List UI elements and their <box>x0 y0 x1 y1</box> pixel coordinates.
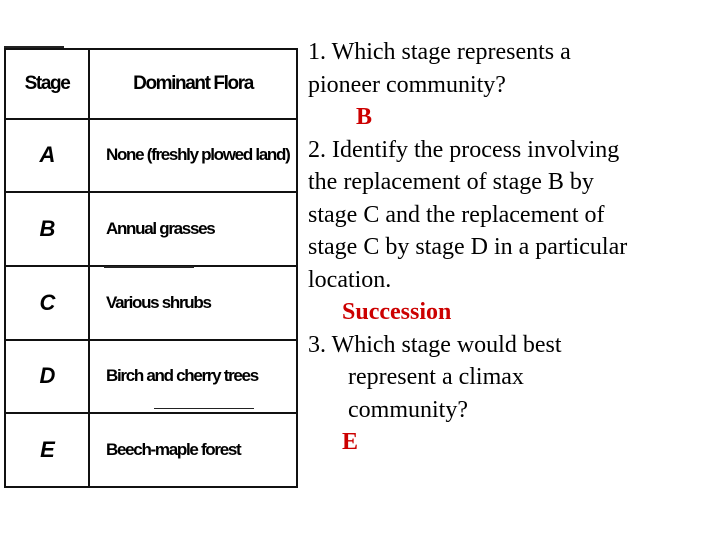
question-2-line: the replacement of stage B by <box>308 169 594 195</box>
question-1-line: 1. Which stage represents a <box>308 39 571 65</box>
flora-cell: Beech-maple forest <box>89 413 297 487</box>
flora-cell: Annual grasses <box>89 192 297 266</box>
answer-2: Succession <box>342 299 452 325</box>
table-row <box>5 413 297 487</box>
question-1-line: pioneer community? <box>308 71 506 98</box>
question-3-line: 3. Which stage would best <box>308 331 562 358</box>
question-2-line: stage C by stage D in a particular <box>308 234 628 260</box>
table-row <box>5 192 297 266</box>
scan-artifact <box>4 46 64 48</box>
table-row <box>5 340 297 414</box>
header-stage: Stage <box>5 49 89 119</box>
answer-3: E <box>342 429 359 455</box>
stage-cell: D <box>5 340 89 414</box>
table-row <box>5 266 297 340</box>
question-3-line: community? <box>348 396 468 423</box>
scan-artifact <box>104 266 194 268</box>
flora-cell: Various shrubs <box>89 266 297 340</box>
flora-table-image <box>4 48 296 488</box>
stage-cell: A <box>5 119 89 193</box>
stage-cell: E <box>5 413 89 487</box>
table-row <box>5 119 297 193</box>
stage-cell: B <box>5 192 89 266</box>
header-dominant-flora: Dominant Flora <box>89 49 297 119</box>
flora-table <box>4 48 298 488</box>
questions-block <box>308 36 714 459</box>
flora-cell: Birch and cherry trees <box>89 340 297 414</box>
flora-cell: None (freshly plowed land) <box>89 119 297 193</box>
answer-1: B <box>356 104 373 130</box>
scan-artifact <box>154 408 254 409</box>
question-3-line: represent a climax <box>348 364 524 390</box>
table-header-row <box>5 49 297 119</box>
question-2-line: stage C and the replacement of <box>308 201 605 228</box>
question-2-line: location. <box>308 266 392 293</box>
question-2-line: 2. Identify the process involving <box>308 136 620 163</box>
stage-cell: C <box>5 266 89 340</box>
